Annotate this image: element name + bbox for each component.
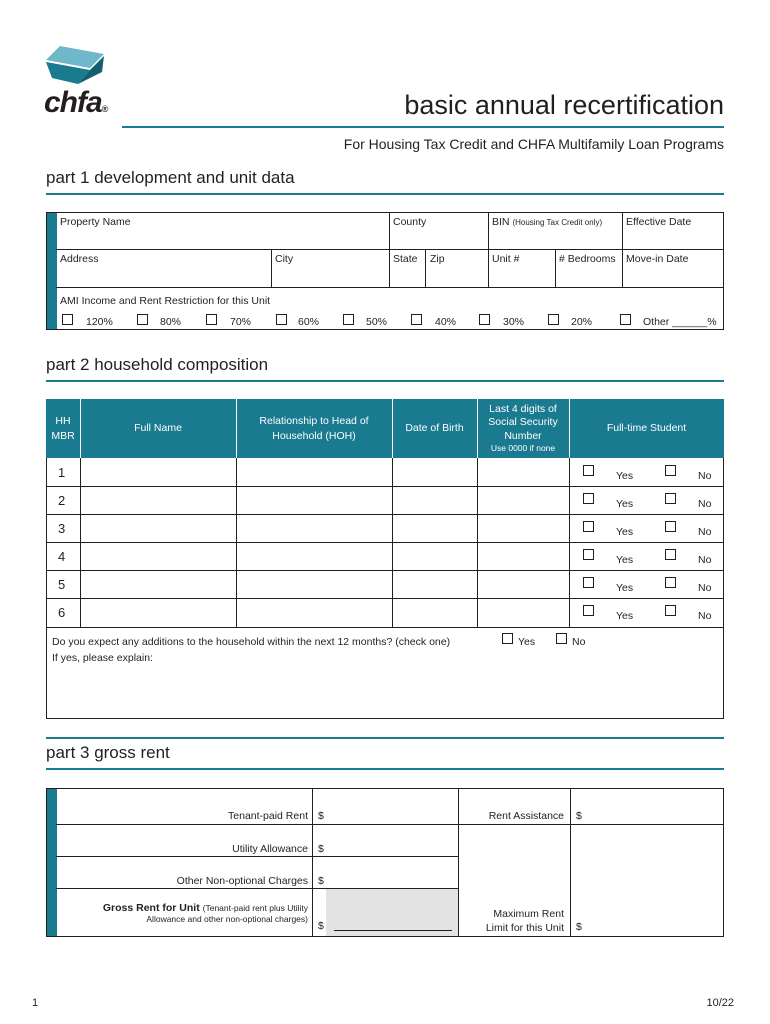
part1-rule [46, 193, 724, 195]
col-date-of-birth: Date of Birth [405, 422, 464, 435]
student-no-checkbox[interactable] [665, 465, 676, 476]
student-yes-checkbox[interactable] [583, 521, 594, 532]
gross-rent-underline [334, 930, 452, 931]
ami-50-label: 50% [366, 316, 388, 328]
utility-allowance-label: Utility Allowance [232, 843, 308, 855]
table-row [46, 514, 724, 542]
tenant-paid-rent-dollar[interactable]: $ [318, 810, 324, 822]
ami-70-checkbox[interactable] [206, 314, 217, 325]
ami-20-label: 20% [571, 316, 593, 328]
address-field[interactable]: Address [60, 253, 99, 265]
part1-heading: part 1 development and unit data [46, 168, 295, 187]
move-in-date-field[interactable]: Move-in Date [626, 253, 689, 265]
ami-60-checkbox[interactable] [276, 314, 287, 325]
page-subtitle: For Housing Tax Credit and CHFA Multifamily Loan Programs [343, 136, 724, 152]
additions-yes-label: Yes [518, 636, 536, 648]
student-no-checkbox[interactable] [665, 549, 676, 560]
student-no-label: No [698, 554, 712, 566]
col-ssn-line1: Last 4 digits of [489, 402, 557, 415]
col-ssn [477, 399, 569, 458]
revision-date: 10/22 [706, 997, 734, 1009]
col-relationship-line1: Relationship to Head of [259, 415, 369, 428]
explain-label[interactable]: If yes, please explain: [52, 652, 153, 664]
gross-rent-note-1: (Tenant-paid rent plus Utility [202, 903, 308, 913]
student-no-checkbox[interactable] [665, 521, 676, 532]
student-yes-checkbox[interactable] [583, 549, 594, 560]
max-rent-line1: Maximum Rent [493, 908, 564, 920]
max-rent-line2: Limit for this Unit [485, 922, 564, 935]
part1-side-bar [47, 213, 57, 329]
additions-no-label: No [572, 636, 586, 648]
student-yes-label: Yes [616, 498, 634, 510]
rent-assistance-label: Rent Assistance [488, 810, 564, 822]
student-no-label: No [698, 526, 712, 538]
logo-registered-mark: ® [101, 104, 108, 114]
student-yes-label: Yes [616, 554, 634, 566]
utility-allowance-dollar[interactable]: $ [318, 843, 324, 855]
student-yes-checkbox[interactable] [583, 493, 594, 504]
page-title: basic annual recertification [404, 90, 724, 120]
row-number: 1 [58, 465, 66, 480]
bin-note: (Housing Tax Credit only) [512, 218, 603, 227]
student-no-label: No [698, 470, 712, 482]
student-no-label: No [698, 582, 712, 594]
table-row [46, 486, 724, 514]
chfa-logo [42, 44, 122, 124]
col-mbr: MBR [51, 429, 75, 442]
property-name-field[interactable]: Property Name [60, 216, 131, 228]
student-yes-checkbox[interactable] [583, 605, 594, 616]
student-no-checkbox[interactable] [665, 577, 676, 588]
tenant-paid-rent-label: Tenant-paid Rent [228, 810, 308, 822]
row-number: 3 [58, 521, 66, 536]
student-no-checkbox[interactable] [665, 605, 676, 616]
ami-40-label: 40% [435, 316, 457, 328]
row-number: 5 [58, 577, 66, 592]
student-no-label: No [698, 498, 712, 510]
part3-top-rule [46, 737, 724, 739]
student-yes-label: Yes [616, 610, 634, 622]
gross-rent-label [103, 902, 308, 924]
effective-date-field[interactable]: Effective Date [626, 216, 692, 228]
col-relationship-line2: Household (HOH) [272, 429, 356, 442]
other-charges-label: Other Non-optional Charges [176, 875, 308, 887]
ami-120-label: 120% [86, 316, 113, 328]
ami-other-label[interactable]: Other ______% [643, 316, 717, 328]
part3-heading: part 3 gross rent [46, 743, 170, 762]
student-yes-checkbox[interactable] [583, 577, 594, 588]
ami-120-checkbox[interactable] [62, 314, 73, 325]
part3-side-bar [47, 789, 57, 936]
col-ssn-line3: Number [504, 429, 542, 442]
gross-rent-bold: Gross Rent for Unit [102, 902, 200, 914]
other-charges-dollar[interactable]: $ [318, 875, 324, 887]
ami-30-checkbox[interactable] [479, 314, 490, 325]
col-full-name: Full Name [134, 422, 182, 435]
bin-label: BIN [492, 216, 510, 228]
col-ssn-line2: Social Security [488, 416, 558, 429]
ami-40-checkbox[interactable] [411, 314, 422, 325]
county-field[interactable]: County [393, 216, 427, 228]
table-row [46, 570, 724, 598]
max-rent-dollar[interactable]: $ [576, 921, 582, 933]
max-rent-label [486, 907, 564, 935]
gross-rent-shaded-cell [326, 888, 458, 936]
student-no-label: No [698, 610, 712, 622]
student-yes-label: Yes [616, 526, 634, 538]
bedrooms-field[interactable]: # Bedrooms [559, 253, 616, 265]
gross-rent-note-2: Allowance and other non-optional charges) [146, 914, 308, 924]
student-yes-checkbox[interactable] [583, 465, 594, 476]
student-no-checkbox[interactable] [665, 493, 676, 504]
col-full-time-student: Full-time Student [606, 422, 687, 435]
student-yes-label: Yes [616, 582, 634, 594]
city-field[interactable]: City [275, 253, 294, 265]
ami-70-label: 70% [230, 316, 252, 328]
zip-field[interactable]: Zip [430, 253, 445, 265]
table-row [46, 458, 724, 486]
row-number: 2 [58, 493, 66, 508]
col-relationship [236, 399, 392, 458]
part3-rule [46, 768, 724, 770]
title-rule [122, 126, 724, 128]
additions-question: Do you expect any additions to the household within the next 12 months? (check one) [52, 636, 451, 648]
part2-heading: part 2 household composition [46, 355, 269, 374]
table-row [46, 542, 724, 570]
state-field[interactable]: State [393, 253, 418, 265]
page-number: 1 [32, 997, 39, 1009]
ami-50-checkbox[interactable] [343, 314, 354, 325]
rent-assistance-dollar[interactable]: $ [576, 810, 582, 822]
col-hh: HH [55, 415, 71, 428]
additions-no-checkbox[interactable] [556, 633, 567, 644]
ami-20-checkbox[interactable] [548, 314, 559, 325]
row-number: 4 [58, 549, 66, 564]
col-hh-mbr [46, 399, 80, 458]
table-row [46, 598, 724, 627]
gross-rent-dollar[interactable]: $ [318, 920, 324, 932]
col-ssn-note: Use 0000 if none [490, 443, 556, 454]
unit-field[interactable]: Unit # [492, 253, 520, 265]
ami-label: AMI Income and Rent Restriction for this Unit [60, 295, 271, 307]
bin-field[interactable] [492, 216, 602, 228]
ami-30-label: 30% [503, 316, 525, 328]
additions-yes-checkbox[interactable] [502, 633, 513, 644]
ami-60-label: 60% [298, 316, 320, 328]
ami-80-checkbox[interactable] [137, 314, 148, 325]
student-yes-label: Yes [616, 470, 634, 482]
logo-text: chfa [44, 86, 102, 119]
row-number: 6 [58, 605, 66, 620]
ami-other-checkbox[interactable] [620, 314, 631, 325]
part2-rule [46, 380, 724, 382]
ami-80-label: 80% [160, 316, 182, 328]
